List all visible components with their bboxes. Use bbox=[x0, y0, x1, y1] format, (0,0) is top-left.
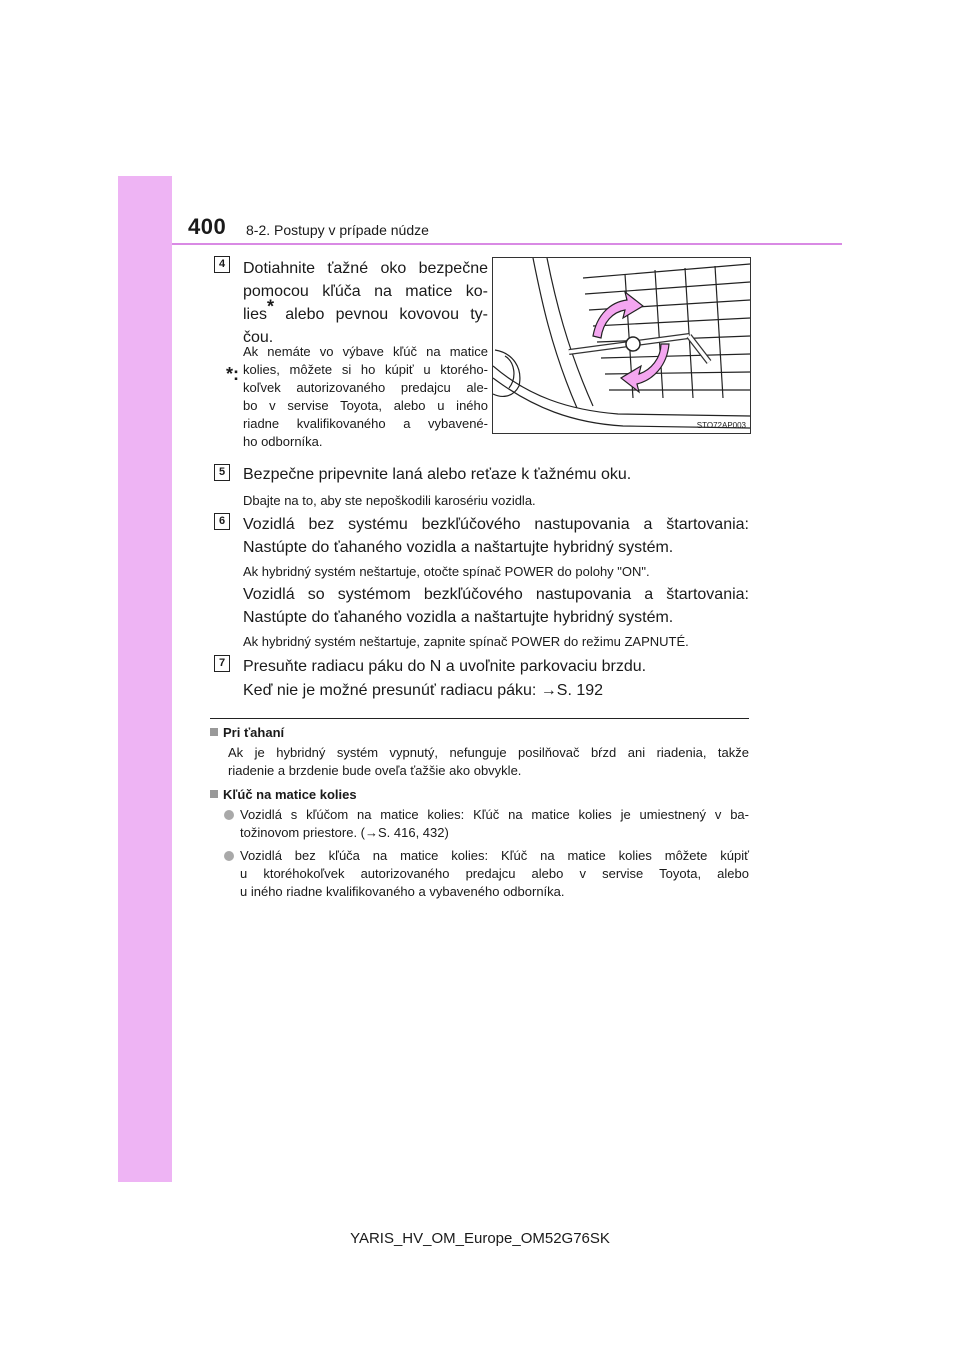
page-number: 400 bbox=[188, 214, 227, 239]
note-heading-wrench bbox=[210, 787, 357, 802]
step-4-line-3 bbox=[243, 296, 488, 326]
step-4-line-1: Dotiahnite ťažné oko bezpečne bbox=[243, 260, 488, 277]
step-4-text-after-star: alebo pevnou kovovou ty- bbox=[274, 306, 488, 323]
step-6a-line-2: Nastúpte do ťahaného vozidla a naštartujte hybridný systém. bbox=[243, 539, 674, 556]
illustration-code: STO72AP003 bbox=[696, 421, 746, 430]
towing-eye-illustration bbox=[492, 257, 751, 434]
note-wrench-bullet-1-line-1: Vozidlá s kľúčom na matice kolies: Kľúč na matice kolies je umiestnený v ba- bbox=[240, 807, 749, 822]
note-heading-towing-text: Pri ťahaní bbox=[223, 725, 285, 740]
step-4-text-lies: lies bbox=[243, 306, 268, 323]
step-6b-line-1: Vozidlá so systémom bezkľúčového nastupovania a štartovania: bbox=[243, 586, 749, 603]
step-6a-note: Ak hybridný systém neštartuje, otočte spínač POWER do polohy "ON". bbox=[243, 564, 650, 579]
step-badge-5: 5 bbox=[214, 464, 230, 481]
step-7-text: Presuňte radiacu páku do N a uvoľnite parkovaciu brzdu. bbox=[243, 658, 647, 675]
note-towing-line-2: riadenie a brzdenie bude oveľa ťažšie ako obvykle. bbox=[228, 763, 522, 778]
footnote-line-6: ho odborníka. bbox=[243, 434, 323, 449]
step-5-note: Dbajte na to, aby ste nepoškodili karosériu vozidla. bbox=[243, 493, 536, 508]
footnote-line-3: koľvek autorizovaného predajcu ale- bbox=[243, 380, 488, 395]
step-6b-line-2: Nastúpte do ťahaného vozidla a naštartujte hybridný systém. bbox=[243, 609, 674, 626]
note-towing-line-1: Ak je hybridný systém vypnutý, nefunguje posilňovač bŕzd ani riadenia, takže bbox=[228, 745, 749, 760]
step-5-text: Bezpečne pripevnite laná alebo reťaze k ťažnému oku. bbox=[243, 466, 632, 483]
section-divider bbox=[210, 718, 749, 719]
note-wrench-bullet-2-line-3: u iného riadne kvalifikovaného a vybaveného odborníka. bbox=[240, 884, 565, 899]
step-badge-6: 6 bbox=[214, 513, 230, 530]
footer-document-id: YARIS_HV_OM_Europe_OM52G76SK bbox=[350, 1230, 610, 1247]
note-wrench-bullet-1-line-2: tožinovom priestore. (→S. 416, 432) bbox=[240, 825, 449, 840]
footnote-line-5: riadne kvalifikovaného a vybavené- bbox=[243, 416, 488, 431]
note-heading-wrench-text: Kľúč na matice kolies bbox=[223, 787, 357, 802]
square-bullet-icon bbox=[210, 790, 218, 798]
footnote-line-1: Ak nemáte vo výbave kľúč na matice bbox=[243, 344, 488, 359]
chapter-title: 8-2. Postupy v prípade núdze bbox=[246, 222, 429, 238]
towing-eye-drawing bbox=[493, 258, 750, 433]
step-badge-4: 4 bbox=[214, 256, 230, 273]
page-side-tab bbox=[118, 176, 172, 1182]
note-heading-towing bbox=[210, 725, 284, 740]
square-bullet-icon bbox=[210, 728, 218, 736]
note-wrench-bullet-2-line-1: Vozidlá bez kľúča na matice kolies: Kľúč na matice kolies môžete kúpiť bbox=[240, 848, 749, 863]
step-4-line-4: čou. bbox=[243, 329, 274, 346]
header-rule bbox=[172, 243, 842, 245]
step-4-line-2: pomocou kľúča na matice ko- bbox=[243, 283, 488, 300]
step-badge-7: 7 bbox=[214, 655, 230, 672]
dot-bullet-icon bbox=[224, 851, 234, 861]
dot-bullet-icon bbox=[224, 810, 234, 820]
step-7-subtext: Keď nie je možné presunúť radiacu páku: →S. 192 bbox=[243, 682, 604, 699]
step-6b-note: Ak hybridný systém neštartuje, zapnite spínač POWER do režimu ZAPNUTÉ. bbox=[243, 634, 689, 649]
note-wrench-bullet-2-line-2: u ktoréhokoľvek autorizovaného predajcu alebo v servise Toyota, alebo bbox=[240, 866, 749, 881]
footnote-reference-star: * bbox=[267, 296, 275, 317]
step-6a-line-1: Vozidlá bez systému bezkľúčového nastupovania a štartovania: bbox=[243, 516, 749, 533]
footnote-marker: *: bbox=[226, 364, 239, 384]
footnote-line-2: kolies, môžete si ho kúpiť u ktorého- bbox=[243, 362, 488, 377]
footnote-line-4: bo v servise Toyota, alebo u iného bbox=[243, 398, 488, 413]
